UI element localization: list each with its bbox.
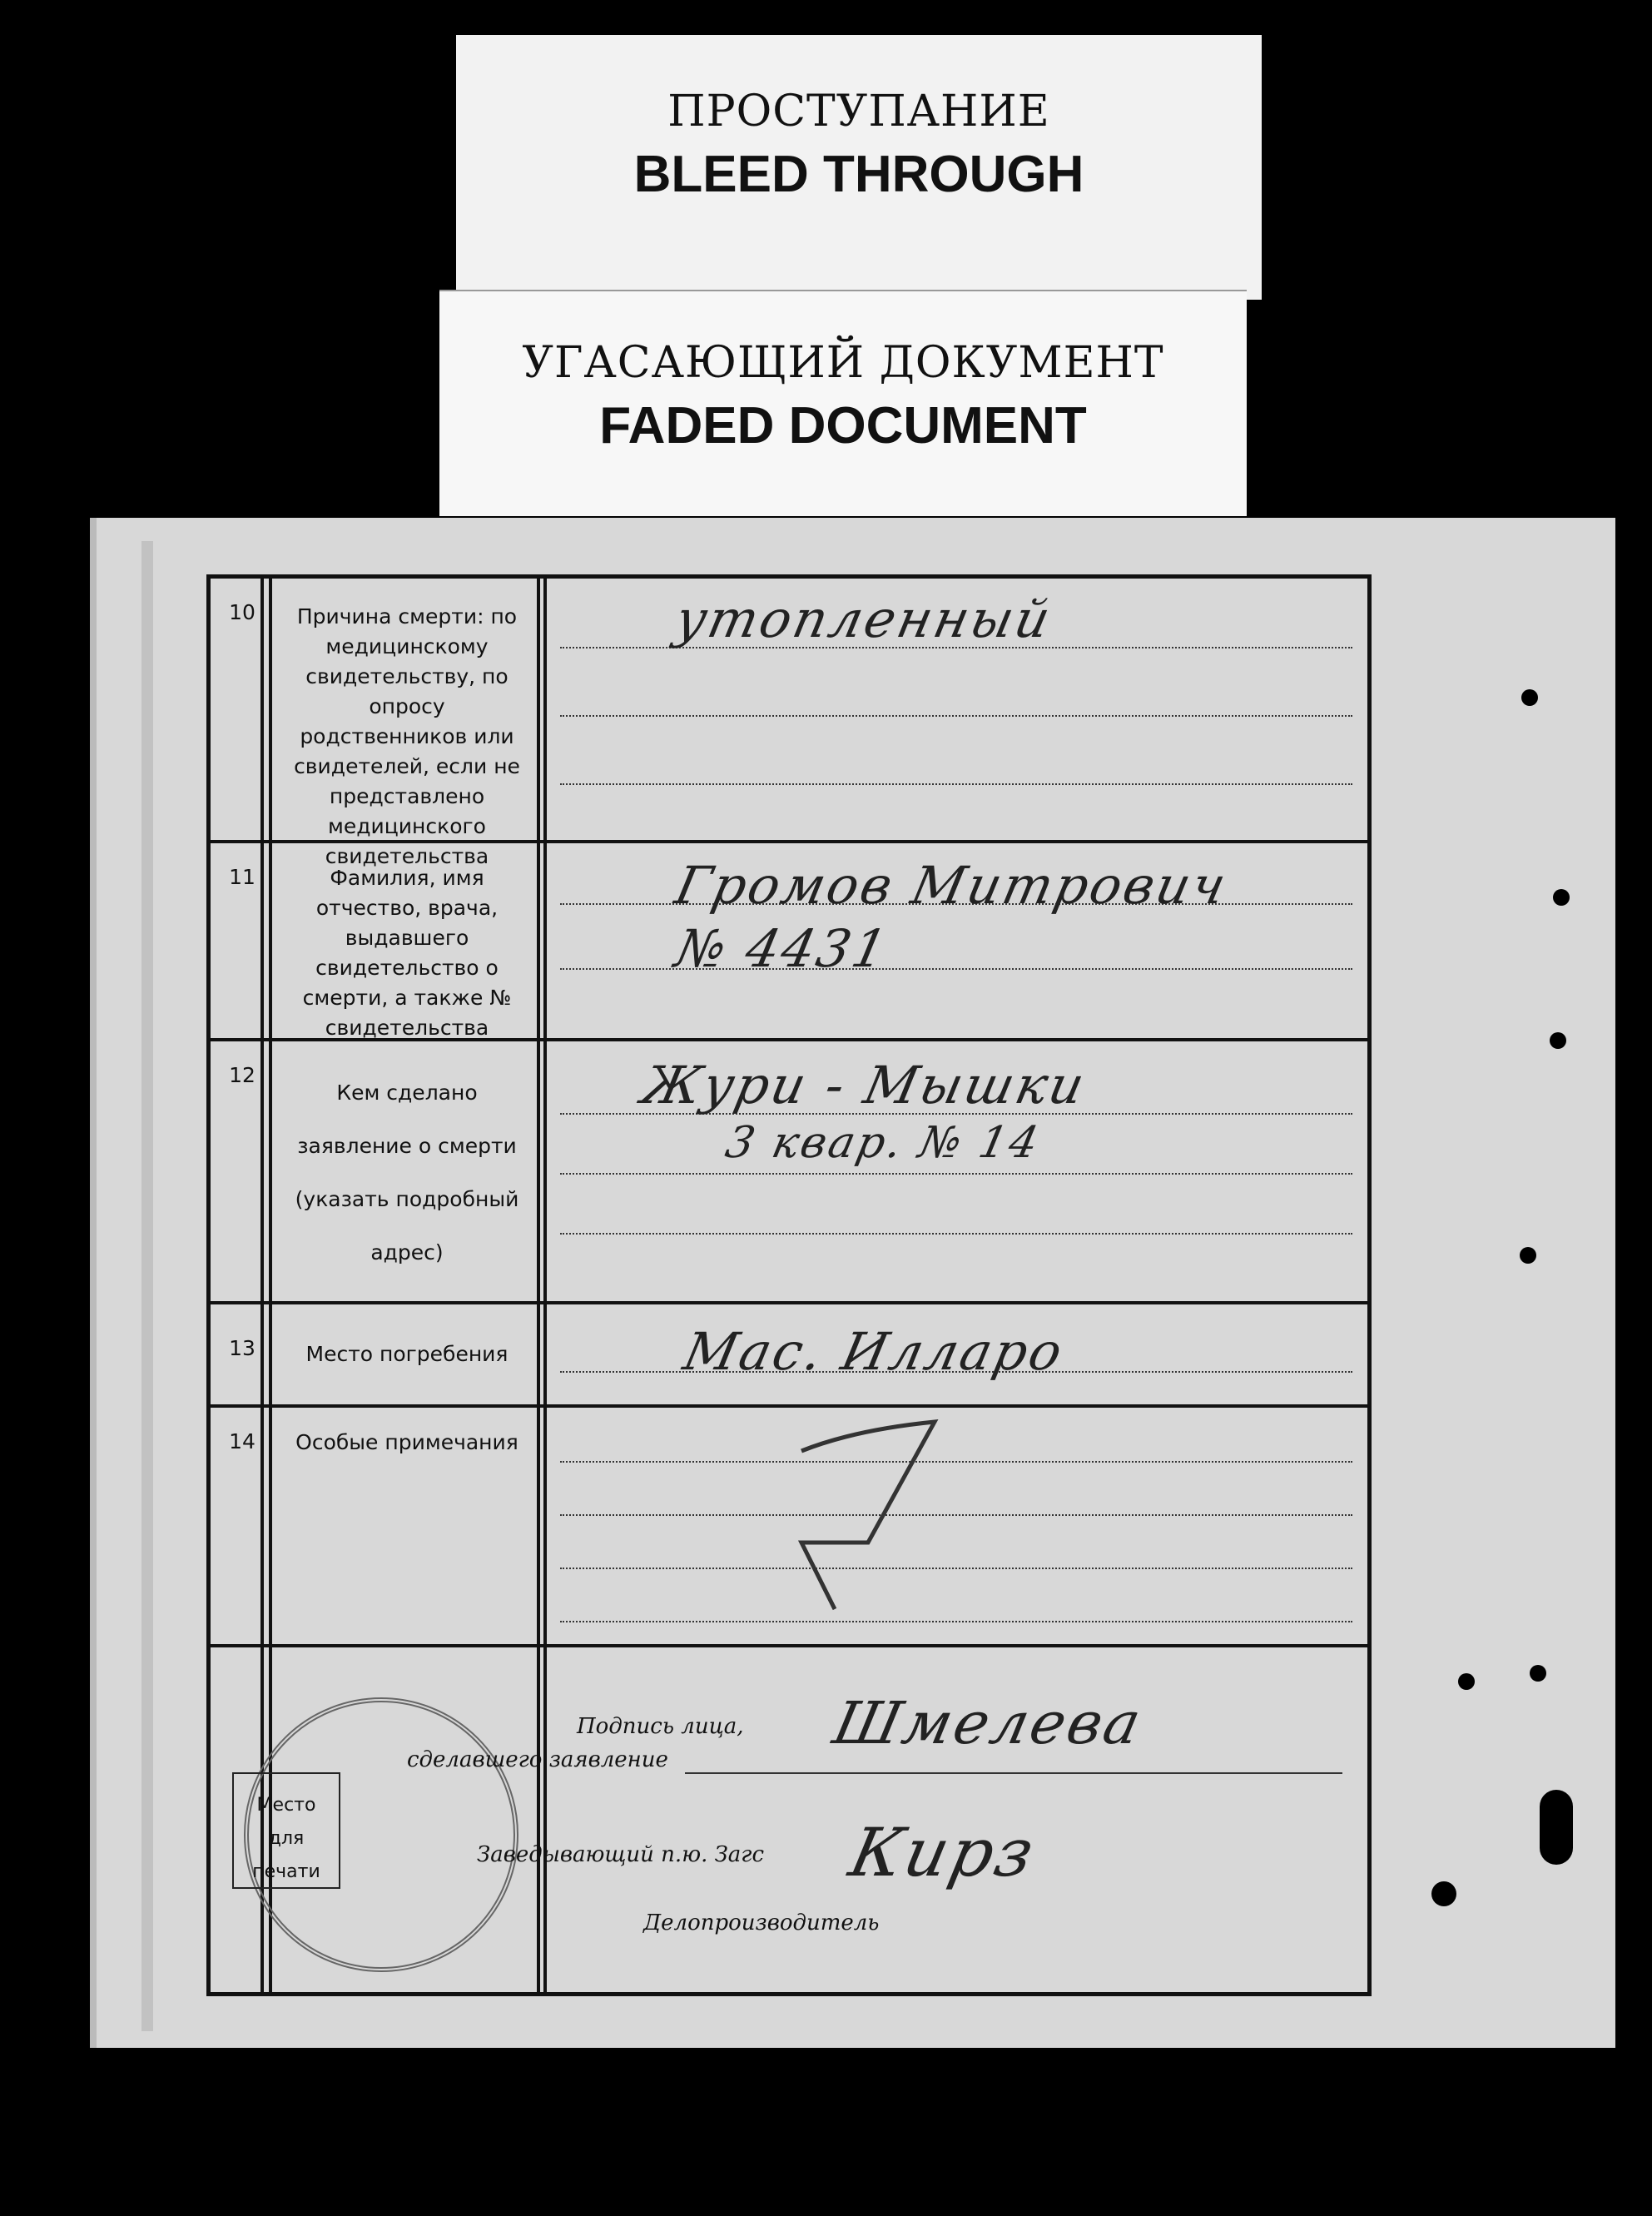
- head-label: Заведывающий п.ю. Загс: [477, 1842, 765, 1867]
- dotted-line: [560, 1233, 1352, 1235]
- row-number: 14: [229, 1429, 255, 1453]
- signature-line: [685, 1772, 1342, 1774]
- row-cause-of-death: [211, 579, 1367, 868]
- row-label: Кем сделано заявление о смерти (указать подробный адрес): [295, 1081, 519, 1265]
- punch-hole: [1431, 1881, 1456, 1906]
- handwritten-entry: Жури - Мышки: [637, 1055, 1093, 1115]
- punch-hole: [1553, 889, 1570, 906]
- punch-hole: [1550, 1032, 1566, 1049]
- stamp-label: для печати: [252, 1828, 320, 1882]
- punch-hole: [1520, 1247, 1536, 1264]
- stamp-label: Место: [256, 1795, 316, 1816]
- punch-hole: [1521, 689, 1538, 706]
- entry-lines: [560, 1408, 1352, 1644]
- handwritten-entry: Мас. Илларо: [678, 1321, 1070, 1382]
- row-number: 10: [229, 600, 255, 624]
- row-label: Особые примечания: [295, 1430, 518, 1454]
- bleed-through-label: [456, 35, 1262, 300]
- death-record-form: [206, 574, 1372, 1996]
- bleed-through-ru: ПРОСТУПАНИЕ: [667, 87, 1050, 137]
- handwritten-signature: Шмелева: [827, 1689, 1149, 1757]
- faded-document-label: [439, 290, 1247, 516]
- handwritten-entry: № 4431: [670, 918, 895, 979]
- faded-document-en: FADED DOCUMENT: [599, 397, 1087, 455]
- row-number: 12: [229, 1063, 255, 1087]
- dotted-line: [560, 715, 1352, 717]
- row-declarant: [211, 1041, 1367, 1304]
- punch-hole: [1530, 1665, 1546, 1682]
- dotted-line: [560, 1173, 1352, 1175]
- faded-document-ru: УГАСАЮЩИЙ ДОКУМЕНТ: [522, 338, 1164, 388]
- entry-lines: [560, 1041, 1352, 1301]
- handwritten-head-signature: Кирз: [843, 1814, 1044, 1891]
- punch-hole: [1458, 1673, 1475, 1690]
- handwritten-entry: 3 квар. № 14: [721, 1118, 1045, 1168]
- page-fold-edge: [141, 541, 153, 2031]
- clerk-label: Делопроизводитель: [643, 1910, 880, 1935]
- row-label: Фамилия, имя отчество, врача, выдавшего свидетельство о смерти, а также № свидетельства: [302, 866, 512, 1040]
- punch-hole: [1540, 1790, 1573, 1865]
- row-doctor: [211, 843, 1367, 1041]
- entry-lines: [560, 1304, 1352, 1404]
- signature-block: [211, 1647, 1367, 1992]
- entry-lines: [560, 579, 1352, 840]
- signature-label: сделавшего заявление: [407, 1747, 668, 1772]
- handwritten-entry: утопленный: [670, 589, 1059, 649]
- row-special-notes: [211, 1408, 1367, 1647]
- row-burial-place: [211, 1304, 1367, 1408]
- z-mark-icon: [768, 1418, 985, 1626]
- row-label: Место погребения: [305, 1342, 508, 1366]
- bleed-through-en: BLEED THROUGH: [633, 146, 1084, 203]
- entry-lines: [560, 843, 1352, 1038]
- signature-label: Подпись лица,: [577, 1714, 744, 1739]
- row-label: Причина смерти: по медицинскому свидетельству, по опросу родственников или свидетелей, если не представлено медицинского свидетельства: [294, 604, 520, 868]
- dotted-line: [560, 783, 1352, 785]
- handwritten-entry: Громов Митрович: [670, 855, 1234, 916]
- row-number: 13: [229, 1336, 255, 1360]
- row-number: 11: [229, 865, 255, 889]
- stamp-placeholder: [232, 1772, 340, 1889]
